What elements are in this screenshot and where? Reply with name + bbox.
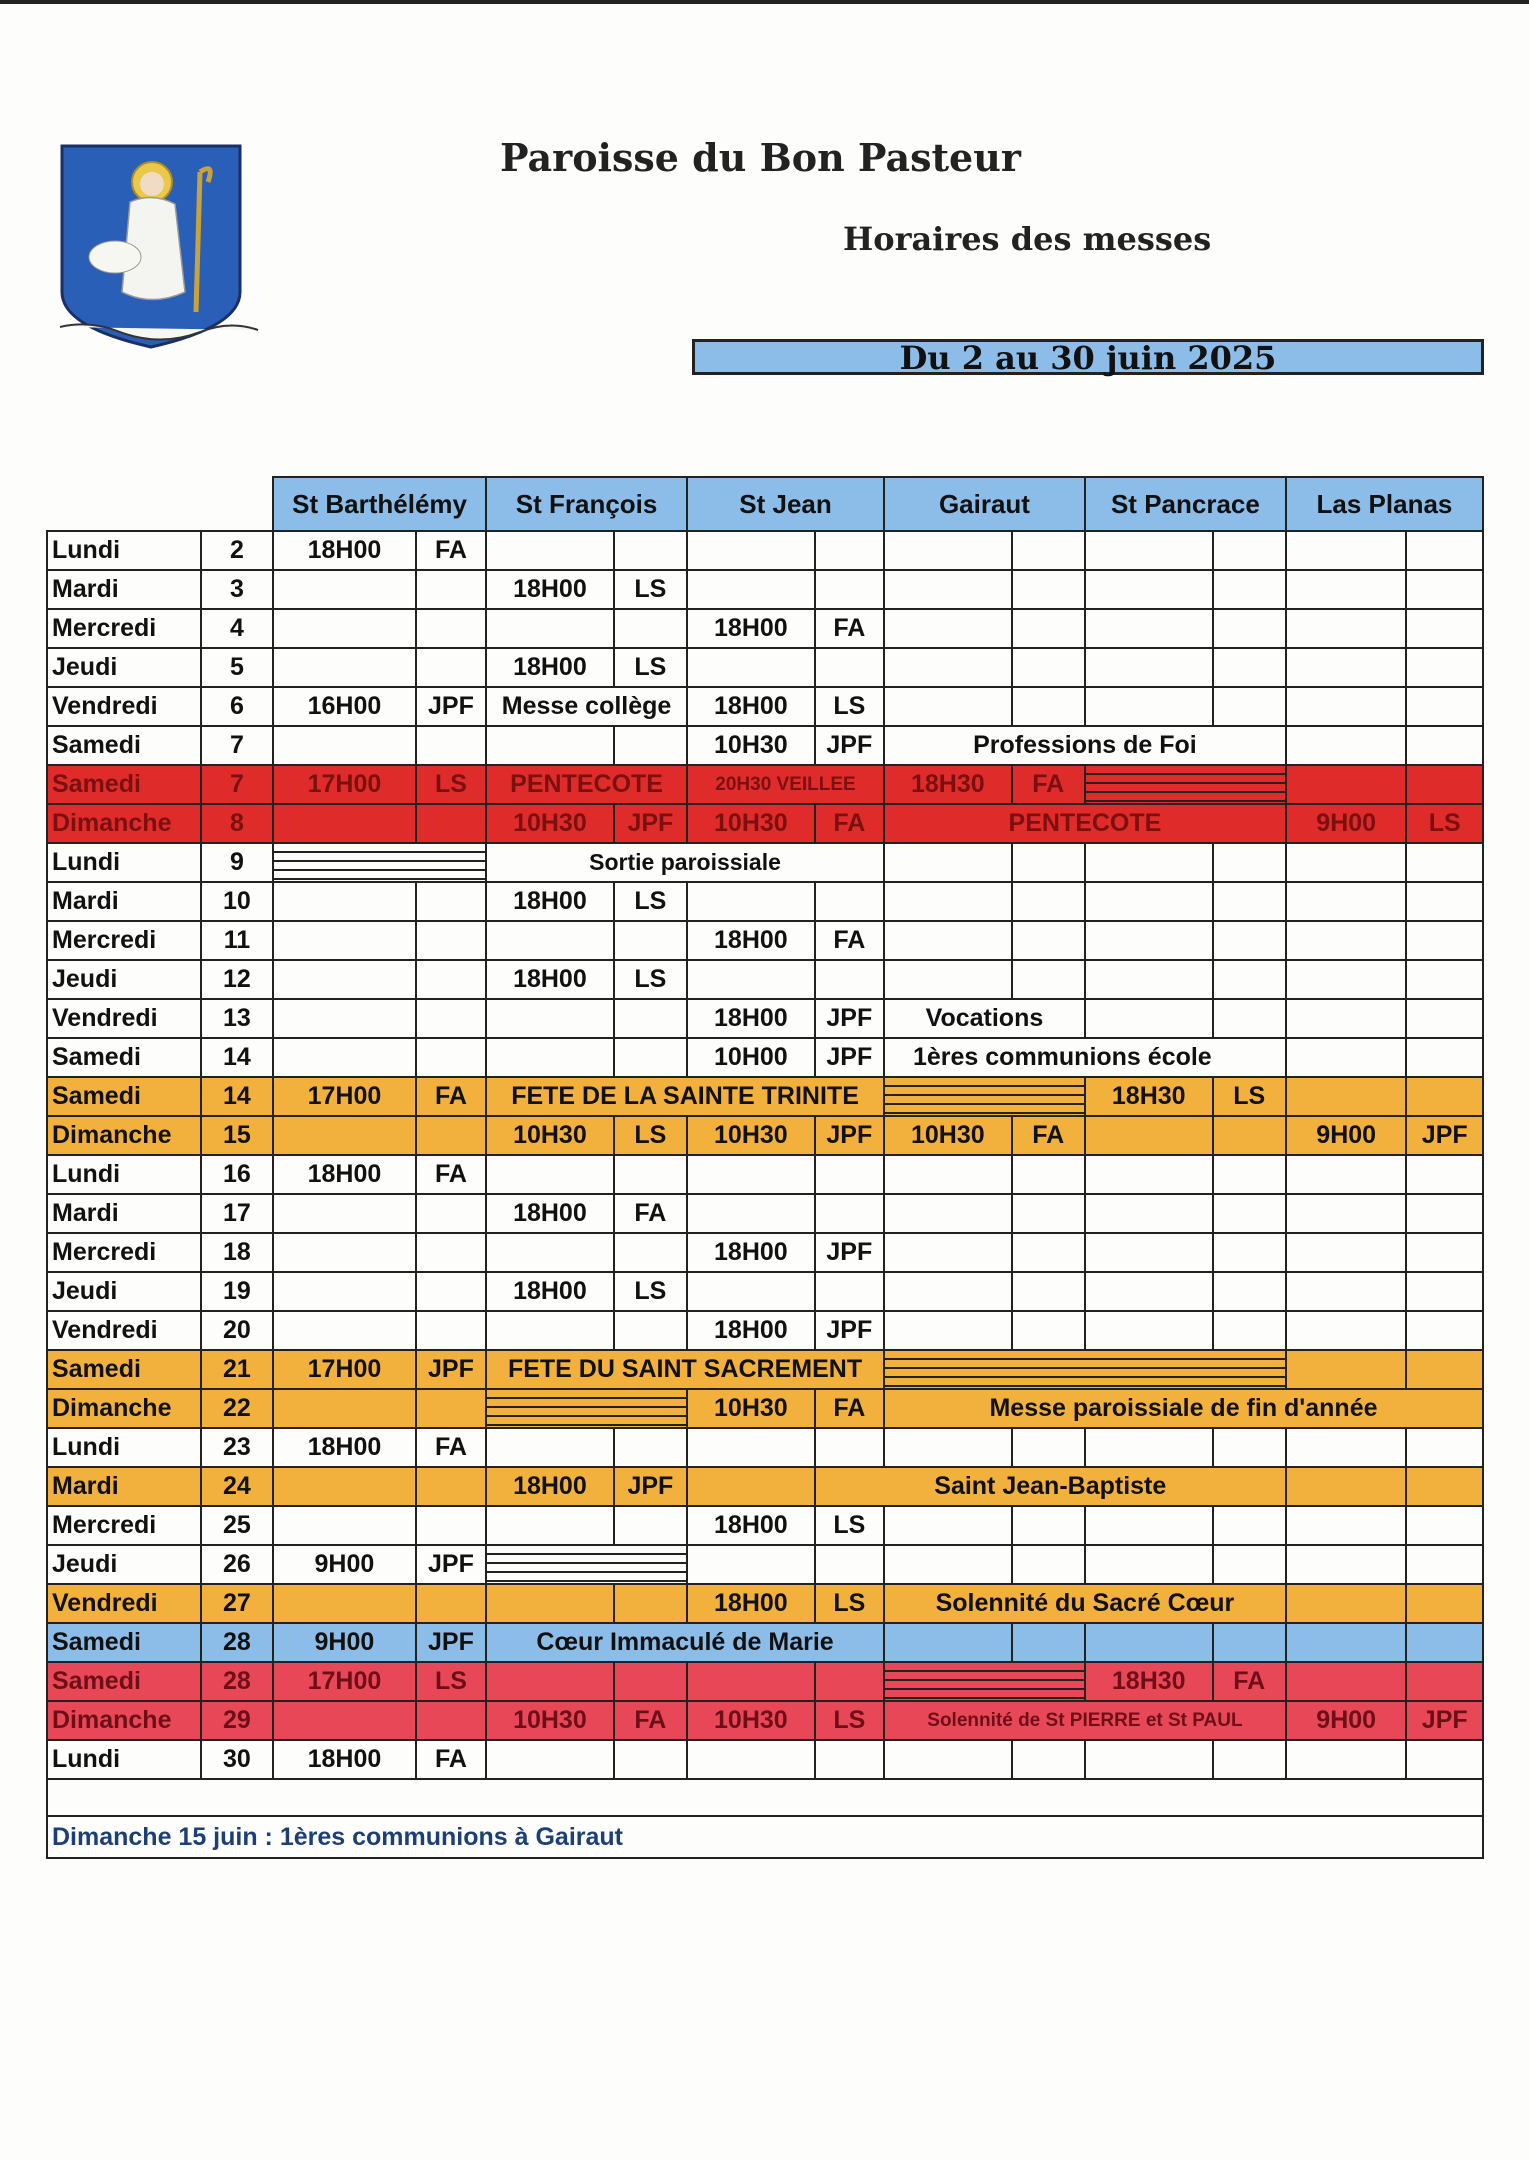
table-row: Mercredi 4 18H00 FA [47,609,1483,648]
table-row: Dimanche 15 10H30 LS 10H30 JPF 10H30 FA 9H00 JPF [47,1116,1483,1155]
table-row: Samedi 14 17H00 FA FETE DE LA SAINTE TRINITE 18H30 LS [47,1077,1483,1116]
col-st-pancrace: St Pancrace [1085,477,1286,531]
table-row: Lundi 9 Sortie paroissiale [47,843,1483,882]
col-gairaut: Gairaut [884,477,1085,531]
period-banner: Du 2 au 30 juin 2025 [692,339,1484,375]
col-st-barthelemy: St Barthélémy [273,477,486,531]
table-row: Vendredi 13 18H00 JPF Vocations [47,999,1483,1038]
table-row: Samedi 28 9H00 JPF Cœur Immaculé de Marie [47,1623,1483,1662]
parish-crest-icon [60,142,260,357]
header-blank [47,477,273,531]
table-row: Lundi 2 18H00 FA [47,531,1483,570]
table-row: Vendredi 20 18H00 JPF [47,1311,1483,1350]
col-st-jean: St Jean [687,477,884,531]
table-row: Dimanche 8 10H30 JPF 10H30 FA PENTECOTE 9H00 LS [47,804,1483,843]
table-row: Mardi 24 18H00 JPF Saint Jean-Baptiste [47,1467,1483,1506]
footer-note-row [47,1816,1483,1858]
table-row: Vendredi 27 18H00 LS Solennité du Sacré Cœur [47,1584,1483,1623]
col-las-planas: Las Planas [1286,477,1483,531]
table-row: Mardi 3 18H00 LS [47,570,1483,609]
table-row: Samedi 7 17H00 LS PENTECOTE 20H30 VEILLEE 18H30 FA [47,765,1483,804]
table-row: Dimanche 22 10H30 FA Messe paroissiale de fin d'année [47,1389,1483,1428]
header-row [47,477,1483,531]
table-row: Jeudi 5 18H00 LS [47,648,1483,687]
mass-schedule-table [46,476,1484,1859]
table-row: Samedi 21 17H00 JPF FETE DU SAINT SACREMENT [47,1350,1483,1389]
page-subtitle: Horaires des messes [843,220,1212,258]
table-row: Mardi 10 18H00 LS [47,882,1483,921]
table-row: Samedi 7 10H30 JPF Professions de Foi [47,726,1483,765]
top-border [0,0,1529,4]
table-row: Mercredi 11 18H00 FA [47,921,1483,960]
table-row: Samedi 14 10H00 JPF 1ères communions école [47,1038,1483,1077]
table-row: Dimanche 29 10H30 FA 10H30 LS Solennité de St PIERRE et St PAUL 9H00 JPF [47,1701,1483,1740]
table-row: Mardi 17 18H00 FA [47,1194,1483,1233]
page-title: Paroisse du Bon Pasteur [500,135,1021,180]
table-row: Mercredi 25 18H00 LS [47,1506,1483,1545]
table-row: Mercredi 18 18H00 JPF [47,1233,1483,1272]
table-row: Lundi 30 18H00 FA [47,1740,1483,1779]
table-row: Samedi 28 17H00 LS 18H30 FA [47,1662,1483,1701]
col-st-francois: St François [486,477,687,531]
table-row: Jeudi 12 18H00 LS [47,960,1483,999]
table-row: Vendredi 6 16H00 JPF Messe collège 18H00 LS [47,687,1483,726]
table-row: Lundi 23 18H00 FA [47,1428,1483,1467]
spacer-row [47,1779,1483,1816]
table-row: Jeudi 26 9H00 JPF [47,1545,1483,1584]
table-row: Lundi 16 18H00 FA [47,1155,1483,1194]
table-row: Jeudi 19 18H00 LS [47,1272,1483,1311]
footer-note: Dimanche 15 juin : 1ères communions à Gairaut [47,1816,1483,1858]
